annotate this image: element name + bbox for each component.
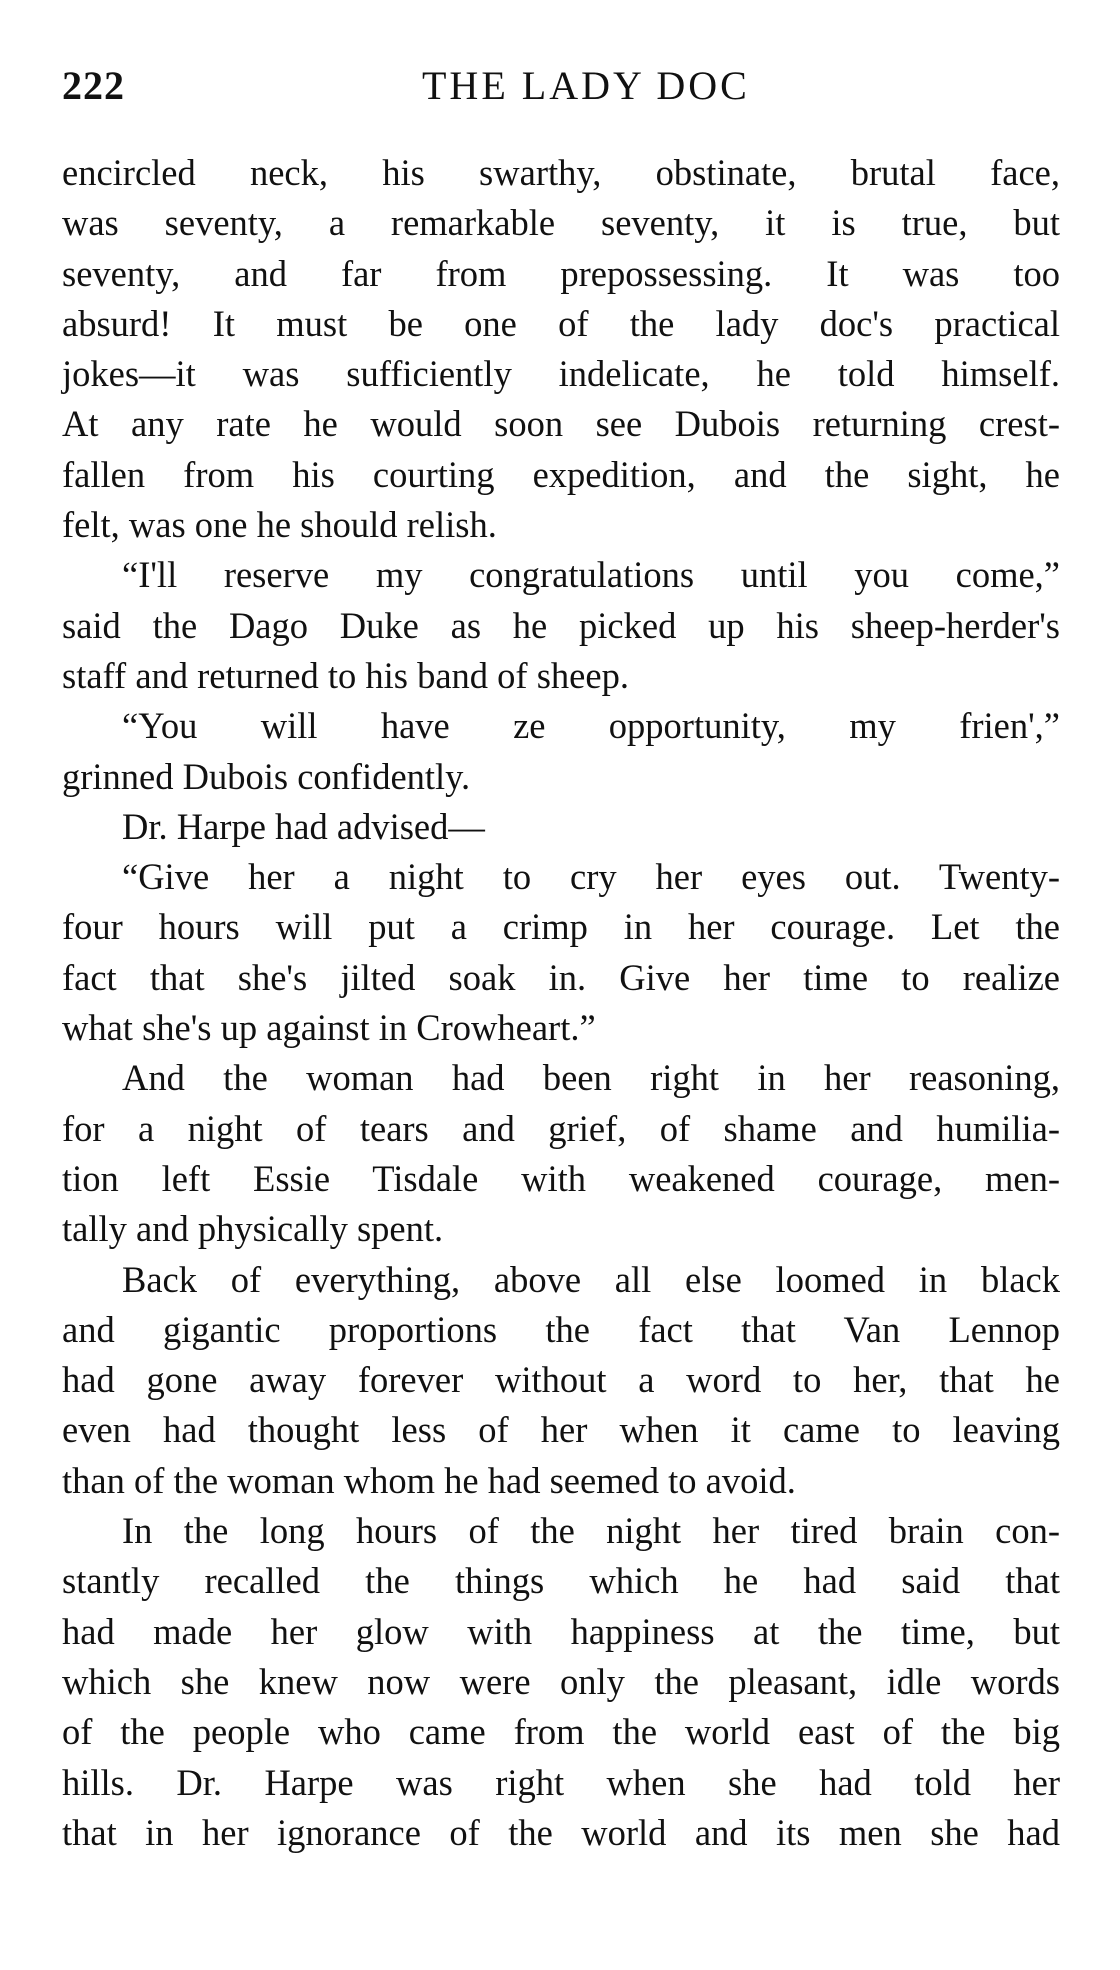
text-line: what she's up against in Crowheart.” bbox=[62, 1007, 596, 1049]
text-line: of the people who came from the world east of the big bbox=[62, 1711, 1060, 1753]
text-line: staff and returned to his band of sheep. bbox=[62, 654, 629, 696]
text-line: “Give her a night to cry her eyes out. Twenty- bbox=[122, 856, 1060, 898]
text-line: “You will have ze opportunity, my frien',” bbox=[122, 705, 1060, 747]
running-head bbox=[62, 62, 1060, 122]
page-number: 222 bbox=[62, 63, 125, 108]
text-line: even had thought less of her when it came to leaving bbox=[62, 1409, 1060, 1451]
text-line: absurd! It must be one of the lady doc's practical bbox=[62, 302, 1060, 344]
text-line: “I'll reserve my congratulations until you come,” bbox=[122, 554, 1060, 596]
text-line: for a night of tears and grief, of shame and humilia- bbox=[62, 1107, 1060, 1149]
text-line: At any rate he would soon see Dubois returning crest- bbox=[62, 403, 1060, 445]
text-line: Back of everything, above all else loomed in black bbox=[122, 1258, 1060, 1300]
text-line: felt, was one he should relish. bbox=[62, 504, 497, 546]
text-line: hills. Dr. Harpe was right when she had told her bbox=[62, 1761, 1060, 1803]
text-line: said the Dago Duke as he picked up his sheep-herder's bbox=[62, 604, 1060, 646]
text-line: and gigantic proportions the fact that Van Lennop bbox=[62, 1308, 1060, 1350]
text-line: And the woman had been right in her reasoning, bbox=[122, 1057, 1060, 1099]
text-line: Dr. Harpe had advised— bbox=[122, 805, 485, 847]
text-line: stantly recalled the things which he had said that bbox=[62, 1560, 1060, 1602]
text-line: tion left Essie Tisdale with weakened courage, men- bbox=[62, 1157, 1060, 1199]
text-line: was seventy, a remarkable seventy, it is true, but bbox=[62, 202, 1060, 244]
text-line: grinned Dubois confidently. bbox=[62, 755, 471, 797]
running-title: THE LADY DOC bbox=[422, 63, 750, 108]
text-line: In the long hours of the night her tired brain con- bbox=[122, 1510, 1060, 1552]
text-line: fact that she's jilted soak in. Give her time to realize bbox=[62, 956, 1060, 998]
text-line: jokes—it was sufficiently indelicate, he told himself. bbox=[62, 353, 1060, 395]
text-line: tally and physically spent. bbox=[62, 1208, 444, 1250]
text-line: than of the woman whom he had seemed to avoid. bbox=[62, 1459, 796, 1501]
body-text bbox=[62, 148, 1060, 1858]
text-line: which she knew now were only the pleasant, idle words bbox=[62, 1660, 1060, 1702]
text-line: encircled neck, his swarthy, obstinate, brutal face, bbox=[62, 152, 1060, 193]
text-line: had gone away forever without a word to her, that he bbox=[62, 1359, 1060, 1401]
text-line: four hours will put a crimp in her courage. Let the bbox=[62, 906, 1060, 948]
text-line: seventy, and far from prepossessing. It was too bbox=[62, 252, 1060, 294]
text-line: had made her glow with happiness at the time, but bbox=[62, 1610, 1060, 1652]
text-line: that in her ignorance of the world and its men she had bbox=[62, 1811, 1060, 1853]
text-line: fallen from his courting expedition, and the sight, he bbox=[62, 453, 1060, 495]
